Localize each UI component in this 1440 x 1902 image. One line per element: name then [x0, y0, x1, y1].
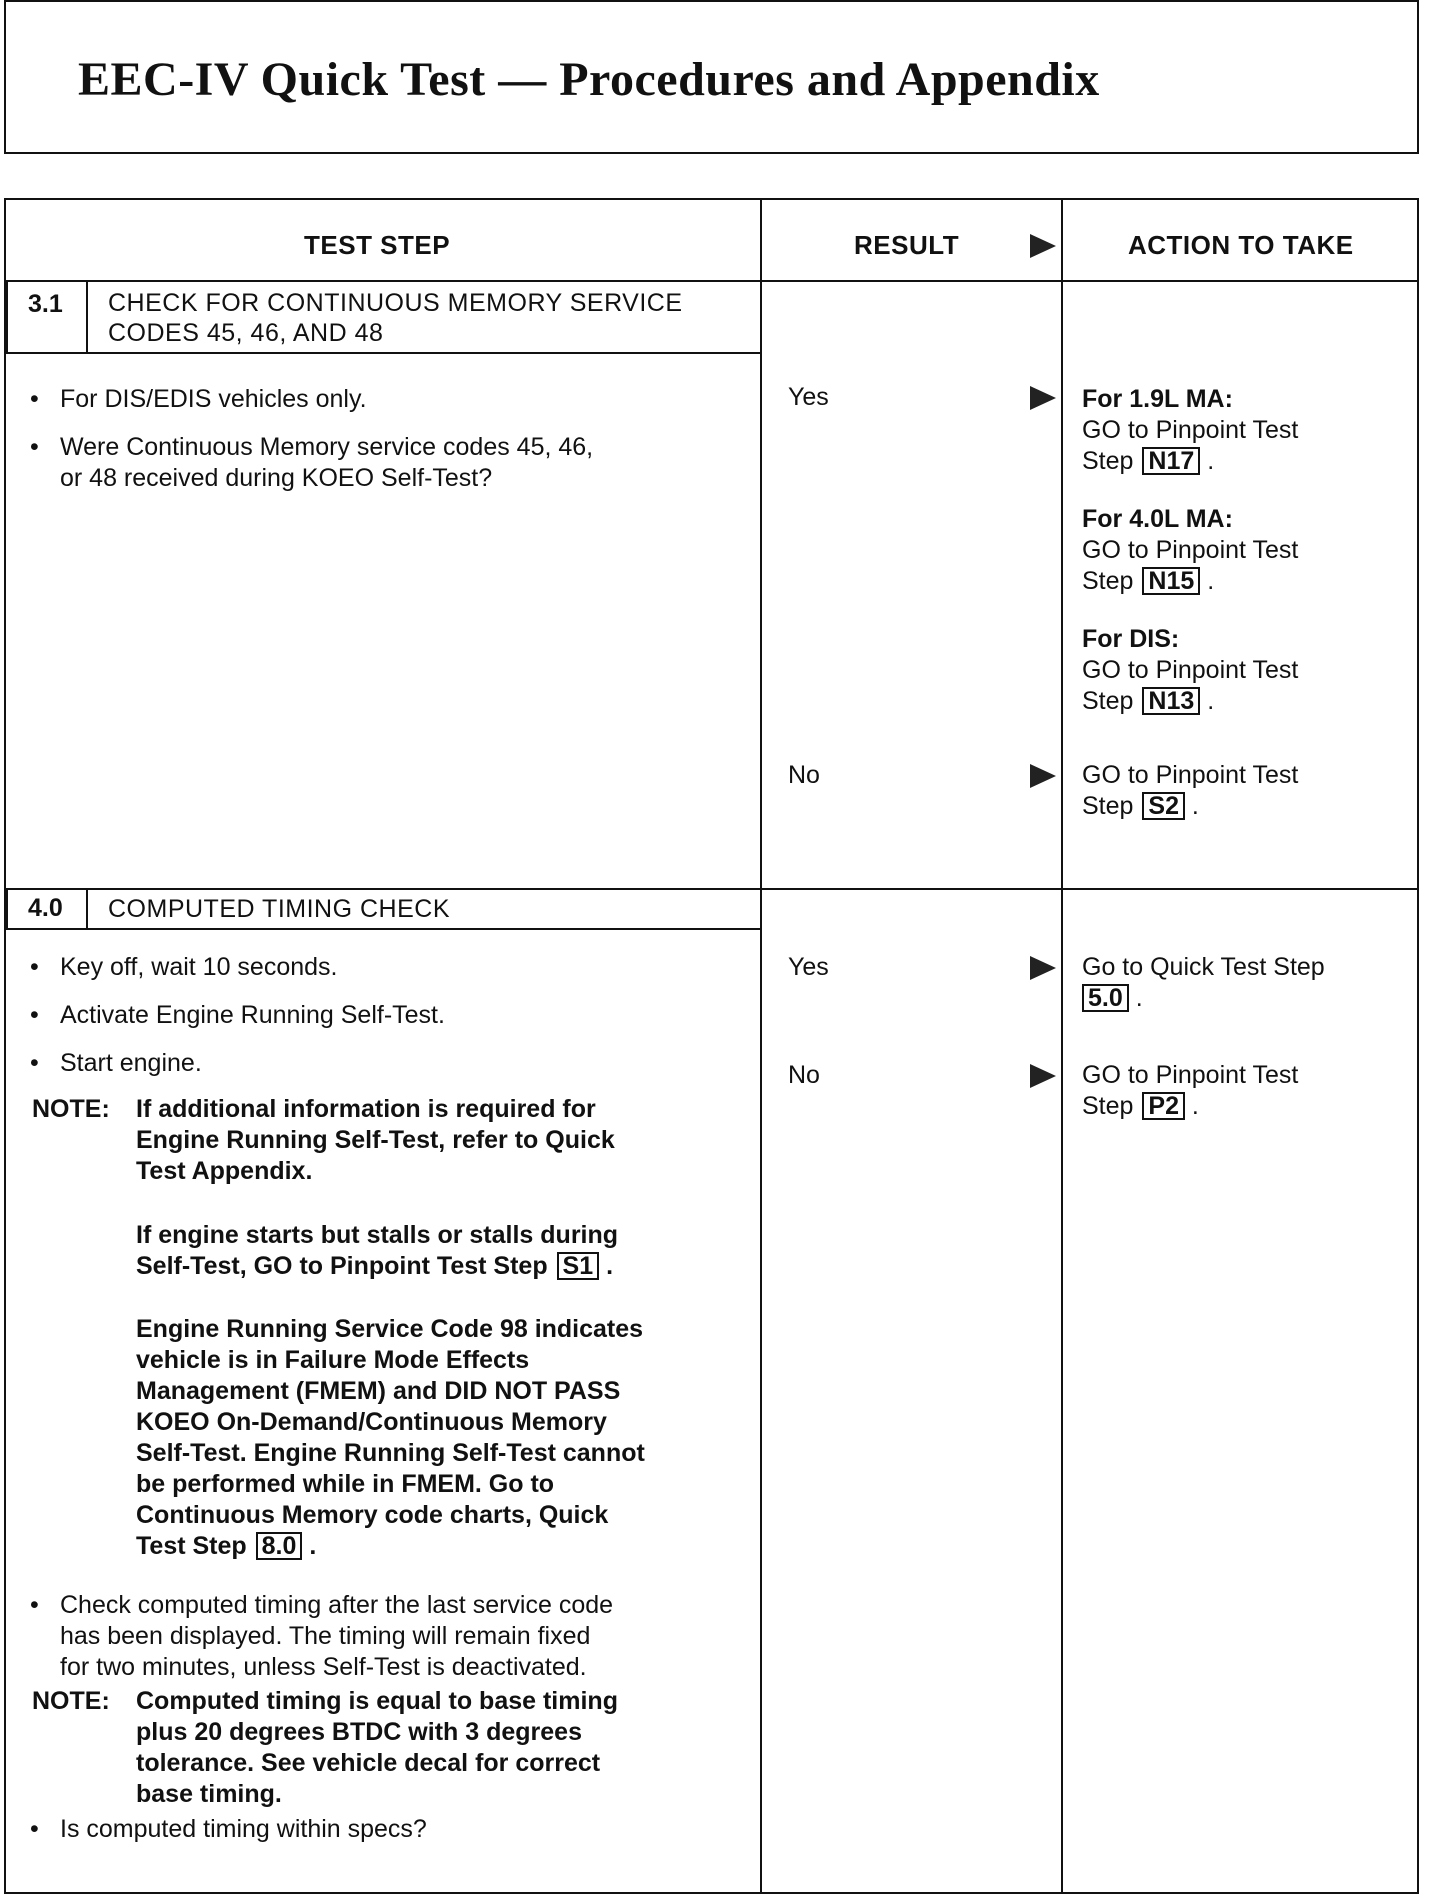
arrow-icon [1030, 956, 1056, 980]
step-ref[interactable]: S2 [1142, 792, 1185, 820]
step-ref[interactable]: 8.0 [256, 1532, 303, 1560]
step-3-1-bullet-1: For DIS/EDIS vehicles only. [60, 385, 367, 413]
header-result: RESULT [854, 230, 960, 260]
result-no: No [788, 761, 820, 789]
step-3-1-bullet-2: Were Continuous Memory service codes 45, 46, or 48 received during KOEO Self-Test? [60, 433, 594, 492]
column-divider [760, 200, 762, 1892]
step-ref[interactable]: P2 [1142, 1092, 1185, 1120]
step-4-0-bullet-1: Key off, wait 10 seconds. [60, 953, 338, 981]
bullet-icon: • [30, 1049, 39, 1077]
arrow-icon [1030, 234, 1056, 258]
step-title: COMPUTED TIMING CHECK [108, 895, 450, 923]
note-4: Computed timing is equal to base timing plus 20 degrees BTDC with 3 degrees tolerance. See vehicle decal for correct base timing. [136, 1687, 618, 1808]
bullet-icon: • [30, 1001, 39, 1029]
step-header-4-0 [6, 888, 762, 930]
action-no: GO to Pinpoint Test Step S2 . [1082, 761, 1299, 820]
arrow-icon [1030, 386, 1056, 410]
step-4-0-bullet-2: Activate Engine Running Self-Test. [60, 1001, 445, 1029]
result-no: No [788, 1061, 820, 1089]
step-ref[interactable]: N17 [1142, 447, 1200, 475]
step-ref[interactable]: N13 [1142, 687, 1200, 715]
result-yes: Yes [788, 383, 829, 411]
action-1-9l: For 1.9L MA: GO to Pinpoint Test Step N17 . [1082, 385, 1299, 475]
header-action: ACTION TO TAKE [1128, 230, 1354, 260]
header-test-step: TEST STEP [304, 230, 451, 260]
step-4-0-bullet-4: Check computed timing after the last service code has been displayed. The timing will remain fixed for two minutes, unless Self-Test is deactivated. [60, 1591, 614, 1681]
note-2: If engine starts but stalls or stalls during Self-Test, GO to Pinpoint Test Step S1 . [136, 1221, 619, 1280]
arrow-icon [1030, 1064, 1056, 1088]
action-4-0l: For 4.0L MA: GO to Pinpoint Test Step N15 . [1082, 505, 1299, 595]
bullet-icon: • [30, 953, 39, 981]
title-box [4, 0, 1419, 154]
action-no: GO to Pinpoint Test Step P2 . [1082, 1061, 1299, 1120]
bullet-icon: • [30, 433, 39, 461]
bullet-icon: • [30, 1591, 39, 1619]
note-3: Engine Running Service Code 98 indicates vehicle is in Failure Mode Effects Management (FMEM) and DID NOT PASS KOEO On-Demand/Continuous Memory Self-Test. Engine Running Self-Test cannot be performed while in FMEM. Go to Continuous Memory code charts, Quick Test Step 8.0 . [136, 1315, 645, 1560]
step-title: CHECK FOR CONTINUOUS MEMORY SERVICE CODES 45, 46, AND 48 [108, 289, 683, 347]
bullet-icon: • [30, 1815, 39, 1843]
note-label: NOTE: [32, 1687, 110, 1715]
step-ref[interactable]: N15 [1142, 567, 1200, 595]
action-dis: For DIS: GO to Pinpoint Test Step N13 . [1082, 625, 1299, 715]
result-yes: Yes [788, 953, 829, 981]
column-divider [1061, 200, 1063, 1892]
step-4-0-bullet-3: Start engine. [60, 1049, 202, 1077]
step-number: 4.0 [8, 890, 88, 928]
bullet-icon: • [30, 385, 39, 413]
step-number: 3.1 [8, 282, 88, 352]
step-ref[interactable]: S1 [557, 1252, 600, 1280]
page-title: EEC-IV Quick Test — Procedures and Appendix [78, 53, 1100, 106]
note-1: If additional information is required for Engine Running Self-Test, refer to Quick Test Appendix. [136, 1095, 615, 1185]
step-ref[interactable]: 5.0 [1082, 984, 1129, 1012]
note-label: NOTE: [32, 1095, 110, 1123]
step-header-3-1 [6, 280, 762, 354]
action-yes: Go to Quick Test Step 5.0 . [1082, 953, 1325, 1012]
step-4-0-bullet-5: Is computed timing within specs? [60, 1815, 427, 1843]
test-step-table [4, 198, 1419, 1894]
arrow-icon [1030, 764, 1056, 788]
